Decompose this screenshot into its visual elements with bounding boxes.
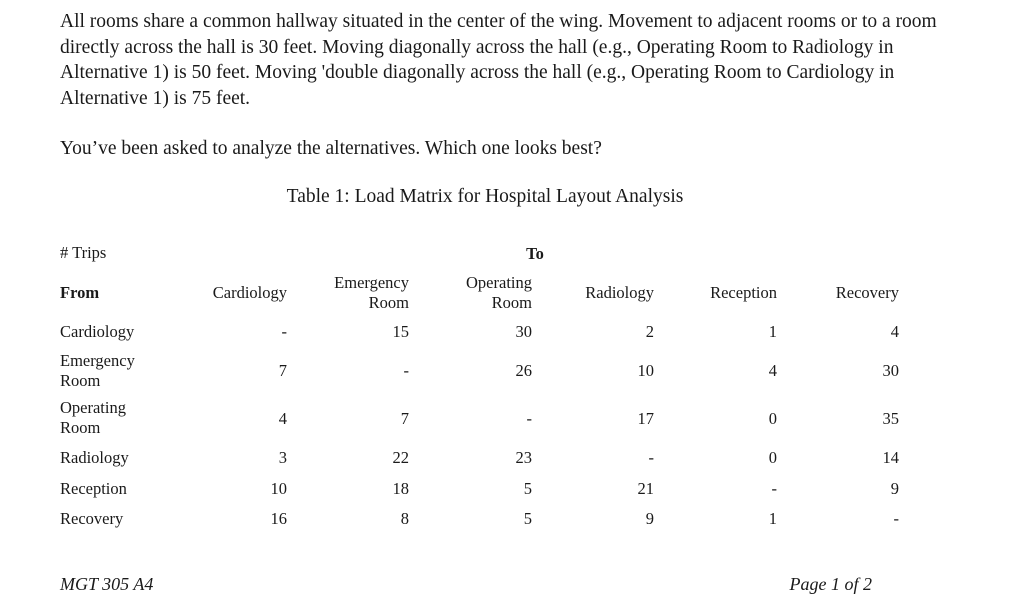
column-header: Cardiology <box>212 283 287 302</box>
row-label: Recovery <box>60 509 124 528</box>
row-label: Operating Room <box>60 398 126 437</box>
trips-label: # Trips <box>60 243 107 262</box>
table-cell: 14 <box>882 448 899 467</box>
table-cell: - <box>526 409 532 428</box>
intro-paragraph-question: You’ve been asked to analyze the alternatives. Which one looks best? <box>60 138 602 159</box>
table-cell: 15 <box>392 322 409 341</box>
table-cell: - <box>281 322 287 341</box>
table-cell: 35 <box>882 409 899 428</box>
to-label: To <box>526 244 544 263</box>
table-cell: 26 <box>515 361 532 380</box>
footer-course-code: MGT 305 A4 <box>60 574 154 594</box>
table-cell: 2 <box>645 322 654 341</box>
table-cell: 10 <box>637 361 654 380</box>
table-caption: Table 1: Load Matrix for Hospital Layout Analysis <box>286 186 684 207</box>
row-label: Cardiology <box>60 322 135 341</box>
table-cell: 8 <box>400 509 409 528</box>
table-cell: 9 <box>645 509 654 528</box>
table-cell: - <box>893 509 899 528</box>
table-cell: 22 <box>392 448 409 467</box>
table-cell: 5 <box>523 479 532 498</box>
table-cell: - <box>403 361 409 380</box>
table-cell: 0 <box>768 448 777 467</box>
from-label: From <box>60 283 100 302</box>
footer-page-number: Page 1 of 2 <box>789 574 872 594</box>
table-cell: 9 <box>890 479 899 498</box>
table-cell: 3 <box>278 448 287 467</box>
table-cell: 0 <box>768 409 777 428</box>
table-cell: 4 <box>890 322 899 341</box>
table-cell: 5 <box>523 509 532 528</box>
column-header: Emergency Room <box>334 273 409 312</box>
column-header: Reception <box>710 283 777 302</box>
intro-paragraph-hallway: All rooms share a common hallway situated in the center of the wing. Movement to adjacent rooms or to a room directly across the hall is 30 feet. Moving diagonally across the hall (e.g., Operating Room to Radiology in Alternative 1) is 50 feet. Moving 'double diagonally across the hall (e.g., Operating Room to Cardiology in Alternative 1) is 75 feet. <box>60 11 937 109</box>
table-cell: - <box>771 479 777 498</box>
table-cell: 30 <box>515 322 532 341</box>
row-label: Emergency Room <box>60 351 135 390</box>
table-cell: - <box>648 448 654 467</box>
table-cell: 21 <box>637 479 654 498</box>
row-label: Reception <box>60 479 127 498</box>
column-header: Radiology <box>585 283 654 302</box>
table-cell: 1 <box>768 322 777 341</box>
table-cell: 7 <box>278 361 287 380</box>
row-label: Radiology <box>60 448 129 467</box>
table-cell: 4 <box>768 361 777 380</box>
table-cell: 1 <box>768 509 777 528</box>
table-cell: 10 <box>270 479 287 498</box>
column-header: Operating Room <box>466 273 532 312</box>
table-cell: 16 <box>270 509 287 528</box>
table-cell: 23 <box>515 448 532 467</box>
column-header: Recovery <box>835 283 899 302</box>
table-cell: 4 <box>278 409 287 428</box>
table-cell: 30 <box>882 361 899 380</box>
table-cell: 7 <box>400 409 409 428</box>
table-cell: 18 <box>392 479 409 498</box>
table-cell: 17 <box>637 409 654 428</box>
